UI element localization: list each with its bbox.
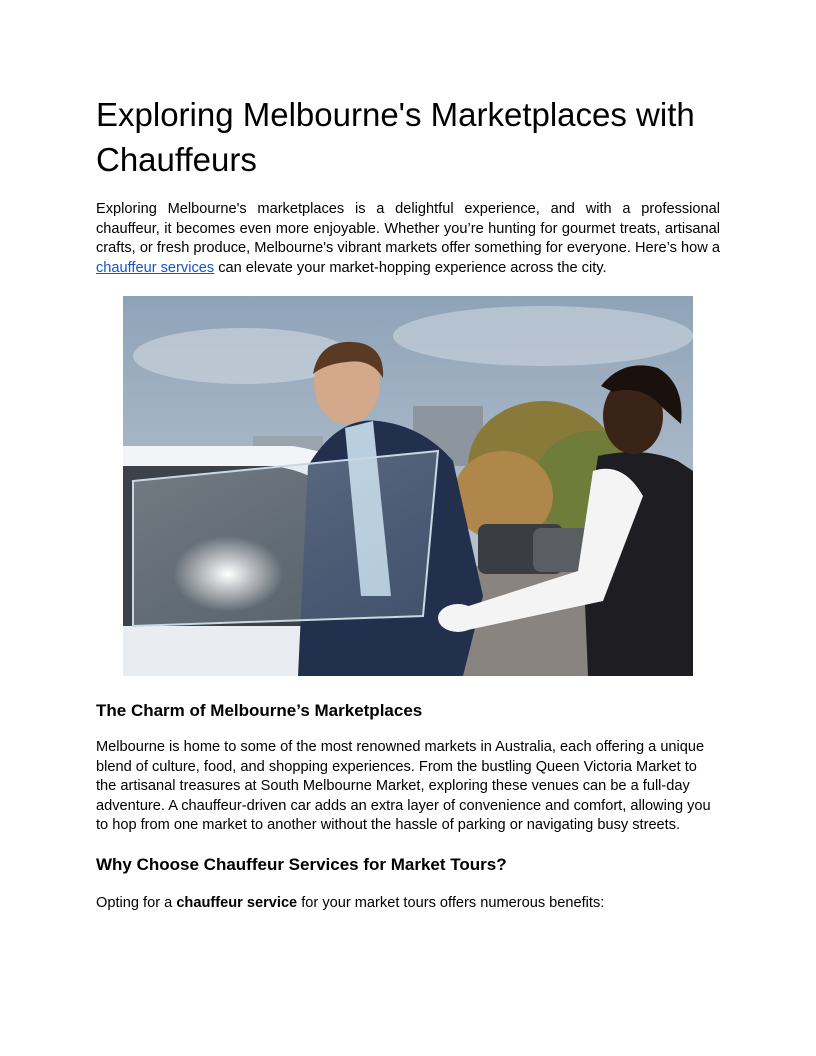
intro-text-after: can elevate your market-hopping experience across the city. — [214, 259, 607, 276]
benefits-text-after: for your market tours offers numerous benefits: — [297, 895, 605, 911]
section-paragraph-why-choose — [96, 894, 720, 914]
chauffeur-services-link[interactable]: chauffeur services — [96, 259, 215, 276]
benefits-text-before: Opting for a — [96, 895, 177, 911]
section-heading-charm: The Charm of Melbourne’s Marketplaces — [96, 701, 423, 720]
page-title: Exploring Melbourne's Marketplaces with Chauffeurs — [96, 96, 695, 178]
section-heading-why-choose: Why Choose Chauffeur Services for Market Tours? — [96, 855, 507, 874]
chauffeur-service-bold: chauffeur service — [176, 895, 298, 911]
section-paragraph-charm: Melbourne is home to some of the most renowned markets in Australia, each offering a unique blend of culture, food, and shopping experiences. From the bustling Queen Victoria Market to the artisanal treasures at South Melbourne Market, exploring these venues can be a full-day adventure. A chauffeur-driven car adds an extra layer of convenience and comfort, allowing you to hop from one market to another without the hassle of parking or navigating busy streets. — [96, 739, 711, 833]
chauffeur-opening-car-door-photo — [123, 296, 693, 676]
intro-text-before: Exploring Melbourne's marketplaces is a delightful experience, and with a professional chauffeur, it becomes even more enjoyable. Whether you’re hunting for gourmet treats, artisanal crafts, or fresh produce, Melbourne's vibrant markets offer something for everyone. Here’s how a — [96, 201, 720, 256]
hero-image — [123, 296, 693, 676]
intro-paragraph — [96, 200, 720, 278]
